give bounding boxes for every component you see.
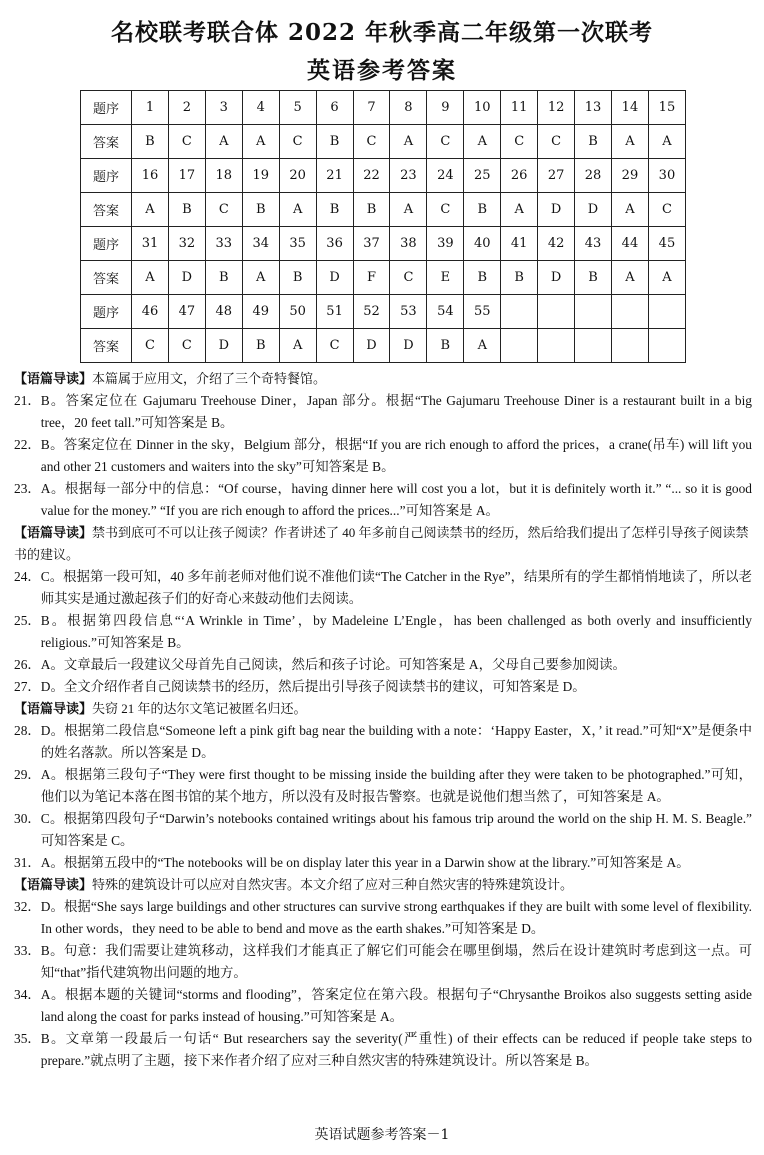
question-number-cell: 22 bbox=[353, 159, 390, 193]
explanation-item bbox=[14, 808, 752, 852]
item-text: B。答案定位在 Gajumaru Treehouse Diner，Japan 部分。根据“The Gajumaru Treehouse Diner is a restaurant built in a big tree，20 feet tall.”可知答案是 B。 bbox=[40, 393, 752, 430]
question-number-cell: 14 bbox=[611, 91, 648, 125]
question-number-cell: 50 bbox=[279, 295, 316, 329]
answer-cell: A bbox=[648, 261, 685, 295]
explanation-item bbox=[14, 984, 752, 1028]
explanation-item bbox=[14, 478, 752, 522]
answer-cell: A bbox=[390, 125, 427, 159]
answer-cell: A bbox=[132, 261, 169, 295]
answer-cell: F bbox=[353, 261, 390, 295]
question-number-cell: 53 bbox=[390, 295, 427, 329]
question-number-cell: 41 bbox=[501, 227, 538, 261]
question-number-cell: 49 bbox=[242, 295, 279, 329]
question-number-cell: 11 bbox=[501, 91, 538, 125]
answer-cell: A bbox=[611, 125, 648, 159]
question-number-cell: 10 bbox=[464, 91, 501, 125]
passage-guide bbox=[14, 874, 752, 896]
answer-cell: C bbox=[132, 329, 169, 363]
answer-cell bbox=[501, 329, 538, 363]
row-label-answer: 答案 bbox=[81, 329, 132, 363]
answer-cell: D bbox=[316, 261, 353, 295]
question-number-cell: 26 bbox=[501, 159, 538, 193]
question-number-cell: 47 bbox=[168, 295, 205, 329]
item-number: 22． bbox=[14, 437, 41, 452]
explanations bbox=[14, 368, 752, 1072]
item-number: 24． bbox=[14, 569, 41, 584]
question-number-row bbox=[81, 295, 686, 329]
item-text: D。全文介绍作者自己阅读禁书的经历，然后提出引导孩子阅读禁书的建议，可知答案是 D。 bbox=[40, 679, 586, 694]
answer-cell: D bbox=[538, 261, 575, 295]
passage-guide bbox=[14, 522, 752, 566]
answer-cell bbox=[648, 329, 685, 363]
question-number-cell: 2 bbox=[168, 91, 205, 125]
question-number-cell: 38 bbox=[390, 227, 427, 261]
answer-cell: B bbox=[316, 193, 353, 227]
answer-cell: C bbox=[353, 125, 390, 159]
answer-cell: C bbox=[501, 125, 538, 159]
answer-cell: B bbox=[427, 329, 464, 363]
question-number-cell: 5 bbox=[279, 91, 316, 125]
question-number-cell: 43 bbox=[575, 227, 612, 261]
answer-cell: A bbox=[611, 261, 648, 295]
question-number-row bbox=[81, 227, 686, 261]
question-number-cell: 3 bbox=[205, 91, 242, 125]
item-number: 23． bbox=[14, 481, 41, 496]
item-text: A。根据每一部分中的信息：“Of course，having dinner here will cost you a lot，but it is definitely worth it.” “... so it is good value for the money.” “If you are rich enough to afford the prices...”可知答案是 A。 bbox=[40, 481, 752, 518]
item-number: 32． bbox=[14, 899, 41, 914]
question-number-cell: 51 bbox=[316, 295, 353, 329]
answer-cell: A bbox=[279, 329, 316, 363]
answer-row bbox=[81, 261, 686, 295]
answer-cell: A bbox=[132, 193, 169, 227]
answer-cell: A bbox=[464, 329, 501, 363]
guide-text: 失窃 21 年的达尔文笔记被匿名归还。 bbox=[92, 701, 307, 716]
answer-cell: B bbox=[575, 125, 612, 159]
question-number-cell: 1 bbox=[132, 91, 169, 125]
question-number-cell: 29 bbox=[611, 159, 648, 193]
question-number-cell: 25 bbox=[464, 159, 501, 193]
item-text: A。文章最后一段建议父母首先自己阅读，然后和孩子讨论。可知答案是 A，父母自己要参加阅读。 bbox=[40, 657, 626, 672]
question-number-cell: 17 bbox=[168, 159, 205, 193]
question-number-cell: 46 bbox=[132, 295, 169, 329]
question-number-cell: 44 bbox=[611, 227, 648, 261]
answer-cell: B bbox=[242, 329, 279, 363]
answer-cell: C bbox=[168, 329, 205, 363]
question-number-cell: 37 bbox=[353, 227, 390, 261]
item-text: B。文章第一段最后一句话“ But researchers say the severity(严重性) of their effects can be reduced if people take steps to prepare.”就点明了主题，接下来作者介绍了应对三种自然灾害的特殊建筑设计。所以答案是 B。 bbox=[40, 1031, 752, 1068]
question-number-cell: 32 bbox=[168, 227, 205, 261]
item-text: D。根据第二段信息“Someone left a pink gift bag near the building with a note：‘Happy Easter，X，’ it read.”可知“X”是便条中的姓名落款。所以答案是 D。 bbox=[40, 723, 752, 760]
question-number-cell: 20 bbox=[279, 159, 316, 193]
question-number-cell: 40 bbox=[464, 227, 501, 261]
guide-text: 本篇属于应用文，介绍了三个奇特餐馆。 bbox=[92, 371, 327, 386]
answer-cell: C bbox=[538, 125, 575, 159]
question-number-cell: 31 bbox=[132, 227, 169, 261]
answer-cell: D bbox=[353, 329, 390, 363]
answer-cell: C bbox=[168, 125, 205, 159]
answer-cell: D bbox=[575, 193, 612, 227]
explanation-item bbox=[14, 566, 752, 610]
question-number-cell: 9 bbox=[427, 91, 464, 125]
row-label-number: 题序 bbox=[81, 295, 132, 329]
answer-cell: C bbox=[427, 125, 464, 159]
answer-cell: C bbox=[316, 329, 353, 363]
question-number-cell: 36 bbox=[316, 227, 353, 261]
answer-cell: E bbox=[427, 261, 464, 295]
item-text: A。根据本题的关键词“storms and flooding”，答案定位在第六段。根据句子“Chrysanthe Broikos also suggests setting aside land along the coast for parks instead of housing.”可知答案是 A。 bbox=[40, 987, 752, 1024]
question-number-cell bbox=[538, 295, 575, 329]
row-label-answer: 答案 bbox=[81, 261, 132, 295]
row-label-number: 题序 bbox=[81, 227, 132, 261]
item-number: 27． bbox=[14, 679, 41, 694]
question-number-cell: 33 bbox=[205, 227, 242, 261]
answer-cell: D bbox=[205, 329, 242, 363]
answer-cell: A bbox=[390, 193, 427, 227]
explanation-item bbox=[14, 720, 752, 764]
item-text: D。根据“She says large buildings and other structures can survive strong earthquakes if they are built with some level of flexibility. In other words，they need to be able to bend and move as the earth shakes.”可知答案是 D。 bbox=[40, 899, 752, 936]
guide-tag: 【语篇导读】 bbox=[14, 371, 93, 386]
item-number: 35． bbox=[14, 1031, 41, 1046]
question-number-cell: 12 bbox=[538, 91, 575, 125]
item-number: 28． bbox=[14, 723, 41, 738]
answer-cell: B bbox=[501, 261, 538, 295]
answer-cell: A bbox=[279, 193, 316, 227]
item-text: A。根据第三段句子“They were first thought to be missing inside the building after they were taken to be photographed.”可知，他们以为笔记本落在图书馆的某个地方，所以没有及时报告警察。也就是说他们想当然了，可知答案是 A。 bbox=[40, 767, 752, 804]
answer-cell: A bbox=[501, 193, 538, 227]
question-number-cell: 45 bbox=[648, 227, 685, 261]
question-number-cell: 55 bbox=[464, 295, 501, 329]
answer-cell: B bbox=[132, 125, 169, 159]
answer-row bbox=[81, 193, 686, 227]
question-number-cell: 48 bbox=[205, 295, 242, 329]
row-label-number: 题序 bbox=[81, 159, 132, 193]
guide-text: 特殊的建筑设计可以应对自然灾害。本文介绍了应对三种自然灾害的特殊建筑设计。 bbox=[92, 877, 574, 892]
question-number-cell: 4 bbox=[242, 91, 279, 125]
item-text: C。根据第四段句子“Darwin’s notebooks contained writings about his famous trip around the world on the ship H. M. S. Beagle.” 可知答案是 C。 bbox=[40, 811, 752, 848]
item-number: 33． bbox=[14, 943, 41, 958]
passage-guide bbox=[14, 368, 752, 390]
question-number-cell: 19 bbox=[242, 159, 279, 193]
question-number-cell: 39 bbox=[427, 227, 464, 261]
answer-cell: C bbox=[279, 125, 316, 159]
question-number-cell: 24 bbox=[427, 159, 464, 193]
question-number-cell: 16 bbox=[132, 159, 169, 193]
answer-cell: B bbox=[353, 193, 390, 227]
explanation-item bbox=[14, 852, 752, 874]
explanation-item bbox=[14, 654, 752, 676]
question-number-cell: 30 bbox=[648, 159, 685, 193]
answer-cell: C bbox=[205, 193, 242, 227]
answer-cell: B bbox=[464, 261, 501, 295]
explanation-item bbox=[14, 434, 752, 478]
question-number-cell: 6 bbox=[316, 91, 353, 125]
answer-cell: A bbox=[464, 125, 501, 159]
question-number-cell: 7 bbox=[353, 91, 390, 125]
row-label-answer: 答案 bbox=[81, 125, 132, 159]
item-number: 30． bbox=[14, 811, 41, 826]
answer-cell: A bbox=[242, 261, 279, 295]
item-number: 21． bbox=[14, 393, 41, 408]
question-number-cell: 42 bbox=[538, 227, 575, 261]
explanation-item bbox=[14, 764, 752, 808]
item-text: A。根据第五段中的“The notebooks will be on display later this year in a Darwin show at the library.”可知答案是 A。 bbox=[40, 855, 690, 870]
explanation-item bbox=[14, 940, 752, 984]
question-number-row bbox=[81, 159, 686, 193]
item-text: B。答案定位在 Dinner in the sky，Belgium 部分，根据“If you are rich enough to afford the prices，a crane(吊车) will lift you and other 21 customers and waiters into the sky”可知答案是 B。 bbox=[40, 437, 752, 474]
answer-cell bbox=[611, 329, 648, 363]
question-number-cell: 15 bbox=[648, 91, 685, 125]
row-label-number: 题序 bbox=[81, 91, 132, 125]
question-number-cell: 34 bbox=[242, 227, 279, 261]
answer-cell: B bbox=[279, 261, 316, 295]
answer-cell: A bbox=[611, 193, 648, 227]
answer-cell: B bbox=[242, 193, 279, 227]
explanation-item bbox=[14, 896, 752, 940]
question-number-cell bbox=[611, 295, 648, 329]
question-number-cell: 27 bbox=[538, 159, 575, 193]
item-number: 34． bbox=[14, 987, 41, 1002]
answer-row bbox=[81, 329, 686, 363]
question-number-row bbox=[81, 91, 686, 125]
answer-cell: B bbox=[316, 125, 353, 159]
answer-cell: D bbox=[168, 261, 205, 295]
answer-cell: B bbox=[464, 193, 501, 227]
row-label-answer: 答案 bbox=[81, 193, 132, 227]
question-number-cell: 8 bbox=[390, 91, 427, 125]
guide-text: 禁书到底可不可以让孩子阅读？作者讲述了 40 年多前自己阅读禁书的经历，然后给我们提出了怎样引导孩子阅读禁书的建议。 bbox=[14, 525, 749, 562]
explanation-item bbox=[14, 390, 752, 434]
answer-cell: A bbox=[205, 125, 242, 159]
explanation-item bbox=[14, 1028, 752, 1072]
question-number-cell: 18 bbox=[205, 159, 242, 193]
question-number-cell bbox=[575, 295, 612, 329]
item-number: 25． bbox=[14, 613, 41, 628]
question-number-cell: 23 bbox=[390, 159, 427, 193]
answer-key-subtitle: 英语参考答案 bbox=[307, 57, 457, 84]
question-number-cell: 21 bbox=[316, 159, 353, 193]
explanation-item bbox=[14, 676, 752, 698]
item-text: B。根据第四段信息“‘A Wrinkle in Time’，by Madeleine L’Engle，has been challenged as both overly and insufficiently religious.”可知答案是 B。 bbox=[40, 613, 752, 650]
answer-cell: A bbox=[242, 125, 279, 159]
question-number-cell: 54 bbox=[427, 295, 464, 329]
guide-tag: 【语篇导读】 bbox=[14, 701, 93, 716]
question-number-cell bbox=[501, 295, 538, 329]
question-number-cell: 13 bbox=[575, 91, 612, 125]
answer-cell bbox=[575, 329, 612, 363]
answer-cell bbox=[538, 329, 575, 363]
answer-cell: D bbox=[390, 329, 427, 363]
passage-guide bbox=[14, 698, 752, 720]
question-number-cell: 52 bbox=[353, 295, 390, 329]
answer-cell: C bbox=[648, 193, 685, 227]
question-number-cell: 35 bbox=[279, 227, 316, 261]
explanation-item bbox=[14, 610, 752, 654]
answer-cell: B bbox=[575, 261, 612, 295]
item-text: C。根据第一段可知，40 多年前老师对他们说不准他们读“The Catcher in the Rye”，结果所有的学生都悄悄地读了，所以老师其实是通过激起孩子们的好奇心来鼓动他们去阅读。 bbox=[40, 569, 752, 606]
answer-cell: C bbox=[390, 261, 427, 295]
answer-cell: A bbox=[648, 125, 685, 159]
item-number: 26． bbox=[14, 657, 41, 672]
answer-cell: B bbox=[168, 193, 205, 227]
exam-title: 名校联考联合体 2022 年秋季高二年级第一次联考 bbox=[110, 19, 654, 46]
answer-cell: C bbox=[427, 193, 464, 227]
answer-cell: B bbox=[205, 261, 242, 295]
answer-row bbox=[81, 125, 686, 159]
guide-tag: 【语篇导读】 bbox=[14, 877, 93, 892]
item-text: B。句意：我们需要让建筑移动，这样我们才能真正了解它们可能会在哪里倒塌，然后在设计建筑时考虑到这一点。可知“that”指代建筑物出问题的地方。 bbox=[40, 943, 752, 980]
item-number: 29． bbox=[14, 767, 41, 782]
guide-tag: 【语篇导读】 bbox=[14, 525, 93, 540]
page-footer: 英语试题参考答案－1 bbox=[314, 1127, 450, 1143]
question-number-cell: 28 bbox=[575, 159, 612, 193]
answer-table bbox=[80, 90, 686, 363]
item-number: 31． bbox=[14, 855, 41, 870]
question-number-cell bbox=[648, 295, 685, 329]
answer-cell: D bbox=[538, 193, 575, 227]
